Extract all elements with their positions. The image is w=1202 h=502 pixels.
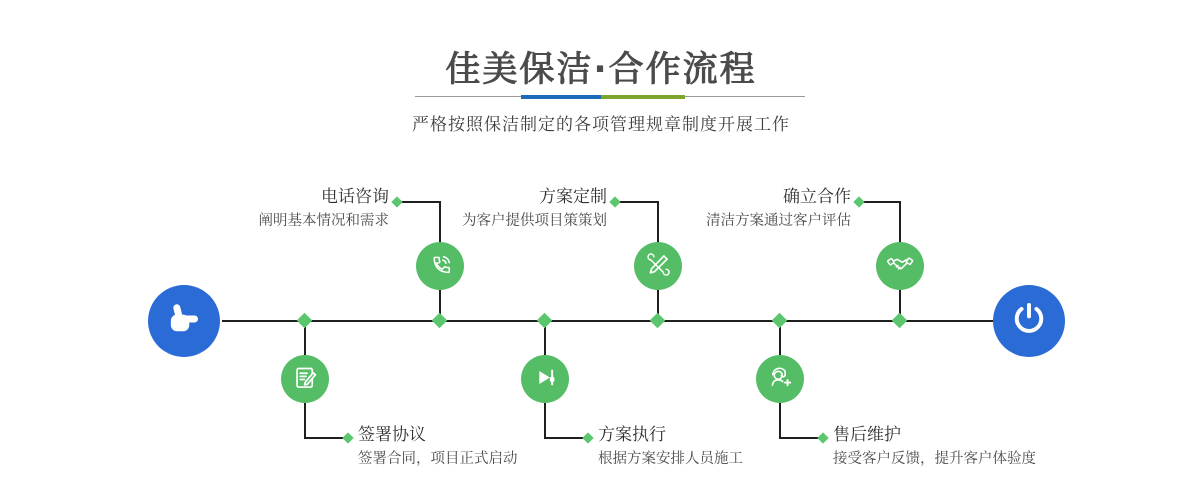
phone-call-icon <box>427 251 454 282</box>
step-circle-execute <box>521 355 569 403</box>
step-title: 售后维护 <box>833 425 901 445</box>
page-subtitle: 严格按照保洁制定的各项管理规章制度开展工作 <box>412 115 790 135</box>
divider-blue-segment <box>521 95 601 99</box>
step-label-design <box>462 186 607 231</box>
contract-sign-icon <box>292 364 319 395</box>
title-divider <box>415 96 805 97</box>
power-icon <box>1008 298 1050 344</box>
step-title: 确立合作 <box>783 187 851 207</box>
connector-line <box>544 437 584 439</box>
connector-line <box>618 201 659 203</box>
handshake-icon <box>886 250 914 282</box>
timeline-node-diamond <box>537 313 553 329</box>
flow-end-circle <box>993 285 1065 357</box>
step-label-cooperation <box>706 186 851 231</box>
timeline-node-diamond <box>432 313 448 329</box>
play-execute-icon <box>532 364 559 395</box>
timeline-node-diamond <box>772 313 788 329</box>
step-circle-contract <box>281 355 329 403</box>
label-node-diamond <box>391 196 402 207</box>
step-label-service <box>833 424 1036 469</box>
pointing-hand-icon <box>163 298 205 344</box>
customer-service-icon <box>766 363 794 395</box>
step-circle-service <box>756 355 804 403</box>
step-title: 方案定制 <box>539 187 607 207</box>
step-desc: 签署合同，项目正式启动 <box>358 451 518 467</box>
label-node-diamond <box>853 196 864 207</box>
pencil-wrench-icon <box>645 251 672 282</box>
timeline-node-diamond <box>650 313 666 329</box>
connector-line <box>779 437 819 439</box>
label-node-diamond <box>582 432 593 443</box>
flow-start-circle <box>148 285 220 357</box>
page-title: 佳美保洁·合作流程 <box>445 50 757 90</box>
step-label-phone <box>259 186 390 231</box>
step-desc: 为客户提供项目策策划 <box>462 213 607 229</box>
step-label-execute <box>598 424 743 469</box>
step-title: 电话咨询 <box>321 187 389 207</box>
connector-line <box>304 437 344 439</box>
label-node-diamond <box>342 432 353 443</box>
step-circle-phone <box>416 242 464 290</box>
step-desc: 接受客户反馈，提升客户体验度 <box>833 451 1036 467</box>
timeline-node-diamond <box>297 313 313 329</box>
step-title: 方案执行 <box>598 425 666 445</box>
connector-line <box>862 201 901 203</box>
step-label-contract <box>358 424 518 469</box>
step-title: 签署协议 <box>358 425 426 445</box>
step-circle-cooperation <box>876 242 924 290</box>
timeline-node-diamond <box>892 313 908 329</box>
label-node-diamond <box>609 196 620 207</box>
timeline-line <box>222 320 993 322</box>
divider-green-segment <box>601 95 685 99</box>
connector-line <box>400 201 441 203</box>
step-desc: 清洁方案通过客户评估 <box>706 213 851 229</box>
step-desc: 阐明基本情况和需求 <box>258 213 389 229</box>
step-desc: 根据方案安排人员施工 <box>598 451 743 467</box>
label-node-diamond <box>817 432 828 443</box>
step-circle-design <box>634 242 682 290</box>
